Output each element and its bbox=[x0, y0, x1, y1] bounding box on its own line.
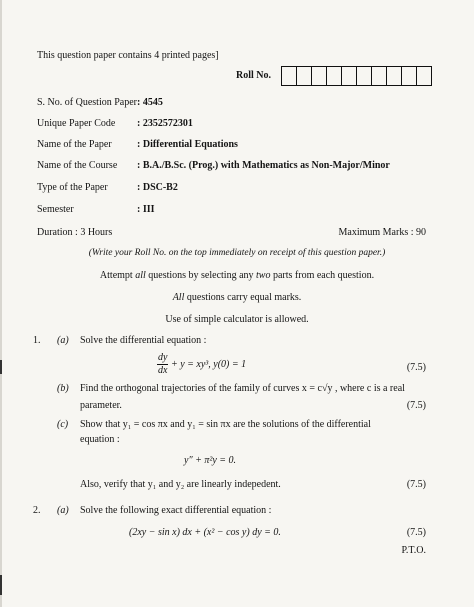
info-label: Name of the Paper bbox=[37, 139, 112, 150]
part-label: (c) bbox=[57, 419, 69, 430]
info-value: : 2352572301 bbox=[137, 118, 193, 129]
info-label: Name of the Course bbox=[37, 160, 118, 171]
marks: (7.5) bbox=[406, 400, 426, 411]
info-value-text: III bbox=[142, 204, 155, 215]
info-value-text: B.A./B.Sc. (Prog.) with Mathematics as Non-Major/Minor bbox=[142, 160, 390, 171]
scan-left-edge bbox=[0, 0, 2, 607]
part-text: equation : bbox=[80, 434, 120, 445]
roll-cell bbox=[372, 67, 387, 85]
info-value: : 4545 bbox=[137, 97, 163, 108]
equation-rest: + y = xy³, y(0) = 1 bbox=[170, 358, 247, 370]
text: Attempt bbox=[99, 270, 136, 281]
denominator: dx bbox=[158, 365, 168, 376]
roll-cell bbox=[357, 67, 372, 85]
roll-cell bbox=[402, 67, 417, 85]
derivative-fraction bbox=[157, 353, 168, 376]
text: all bbox=[135, 270, 146, 281]
info-label: Type of the Paper bbox=[37, 182, 108, 193]
equation: y″ + π²y = 0. bbox=[184, 455, 237, 466]
roll-cell bbox=[342, 67, 357, 85]
part-text: parameter. bbox=[80, 400, 122, 411]
attempt-instruction bbox=[0, 270, 474, 281]
numerator: dy bbox=[158, 352, 168, 363]
info-value-text: 2352572301 bbox=[142, 118, 193, 129]
roll-cell bbox=[417, 67, 431, 85]
part-label: (a) bbox=[57, 505, 69, 516]
marks: (7.5) bbox=[406, 479, 426, 490]
info-value: : Differential Equations bbox=[137, 139, 238, 150]
duration-text: Duration : 3 Hours bbox=[37, 227, 113, 238]
roll-cell bbox=[297, 67, 312, 85]
info-value: : DSC-B2 bbox=[137, 182, 178, 193]
question-number: 1. bbox=[33, 335, 41, 346]
calculator-instruction: Use of simple calculator is allowed. bbox=[165, 314, 309, 325]
text: All bbox=[172, 292, 185, 303]
part-label: (b) bbox=[57, 383, 69, 394]
maximum-marks: Maximum Marks : 90 bbox=[338, 227, 426, 238]
info-value-text: Differential Equations bbox=[142, 139, 238, 150]
question-number: 2. bbox=[33, 505, 41, 516]
part-text: Show that y₁ = cos πx and y₁ = sin πx are the solutions of the differential bbox=[80, 419, 371, 430]
text: two bbox=[256, 270, 271, 281]
info-label: Semester bbox=[37, 204, 74, 215]
roll-instruction: (Write your Roll No. on the top immediately on receipt of this question paper.) bbox=[88, 248, 386, 258]
scan-mark bbox=[0, 360, 2, 374]
roll-cell bbox=[312, 67, 327, 85]
marks: (7.5) bbox=[406, 527, 426, 538]
part-label: (a) bbox=[57, 335, 69, 346]
roll-cell bbox=[327, 67, 342, 85]
roll-cell bbox=[387, 67, 402, 85]
scan-mark bbox=[0, 575, 2, 595]
info-value: : B.A./B.Sc. (Prog.) with Mathematics as Non-Major/Minor bbox=[137, 160, 390, 171]
roll-cell bbox=[282, 67, 297, 85]
equation bbox=[157, 353, 246, 376]
part-text: Solve the differential equation : bbox=[80, 335, 207, 346]
equation: (2xy − sin x) dx + (x² − cos y) dy = 0. bbox=[129, 527, 281, 538]
pages-note: This question paper contains 4 printed pages] bbox=[37, 50, 219, 61]
info-value-text: DSC-B2 bbox=[142, 182, 178, 193]
text: questions by selecting any bbox=[145, 270, 257, 281]
duration bbox=[37, 227, 112, 238]
info-label: S. No. of Question Paper bbox=[37, 97, 137, 108]
info-value-text: 4545 bbox=[142, 97, 163, 108]
info-label: Unique Paper Code bbox=[37, 118, 116, 129]
marks: (7.5) bbox=[406, 362, 426, 373]
text: questions carry equal marks. bbox=[184, 292, 302, 303]
roll-number-box[interactable] bbox=[281, 66, 432, 86]
roll-number-label: Roll No. bbox=[236, 70, 271, 81]
part-text: Solve the following exact differential equation : bbox=[80, 505, 272, 516]
text: parts from each question. bbox=[270, 270, 375, 281]
page-turn-note: P.T.O. bbox=[401, 545, 426, 556]
part-text: Find the orthogonal trajectories of the family of curves x = c√y , where c is a real bbox=[80, 383, 405, 394]
info-value: : III bbox=[137, 204, 155, 215]
part-text: Also, verify that y₁ and y₂ are linearly indepedent. bbox=[80, 479, 281, 490]
equal-marks-instruction bbox=[0, 292, 474, 303]
